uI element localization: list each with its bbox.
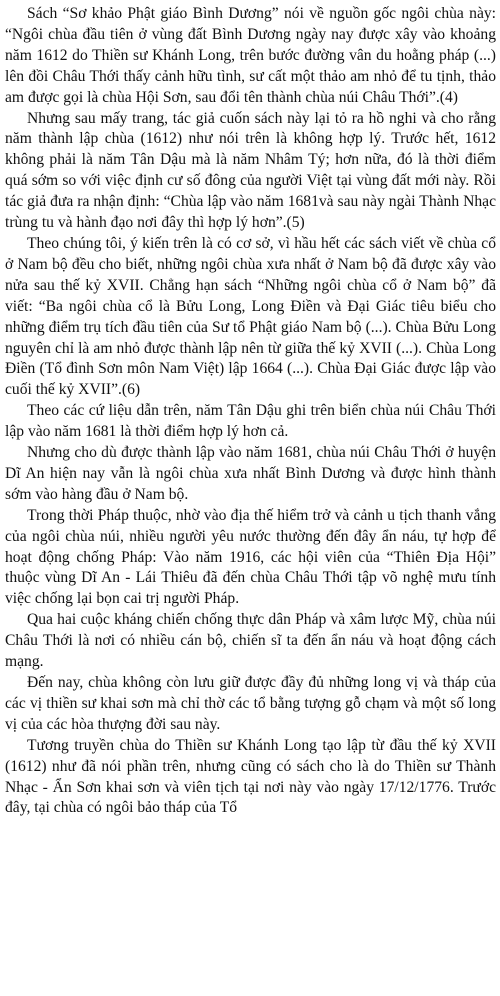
paragraph-founding-doubt: Nhưng sau mấy trang, tác giả cuốn sách này lại tỏ ra hồ nghi và cho rằng năm thành lập chùa (1612) như nói trên là không hợp lý. Trước hết, 1612 không phải là năm Tân Dậu mà là năm Nhâm Tý; hơn nữa, đó là thời điểm quá sớm so với việc định cư số đông của người Việt tại vùng đất mới này. Rồi tác giả đưa ra nhận định: “Chùa lập vào năm 1681và sau này ngài Thành Nhạc trùng tu và hành đạo nơi đây thì hợp lý hơn”.(5) [5,109,496,232]
paragraph-french-period: Trong thời Pháp thuộc, nhờ vào địa thế hiểm trở và cảnh u tịch thanh vắng của ngôi chùa núi, nhiều người yêu nước thường đến đây ẩn náu, tự hợp để hoạt động chống Pháp: Vào năm 1916, các hội viên của “Thiên Địa Hội” thuộc vùng Dĩ An - Lái Thiêu đã đến chùa Châu Thới tập võ nghệ mưu tính việc chống lại bọn cai trị người Pháp. [5,506,496,608]
paragraph-tradition: Tương truyền chùa do Thiền sư Khánh Long tạo lập từ đầu thế kỷ XVII (1612) như đã nói phần trên, nhưng cũng có sách cho là do Thiền sư Thành Nhạc - Ẩn Sơn khai sơn và viên tịch tại nơi này vào ngày 17/12/1776. Trước đây, tại chùa có ngôi bảo tháp của Tổ [5,736,496,817]
paragraph-origin-quote: Sách “Sơ khảo Phật giáo Bình Dương” nói về nguồn gốc ngôi chùa này: “Ngôi chùa đầu tiên ở vùng đất Bình Dương ngày nay được xây vào khoảng năm 1612 do Thiền sư Khánh Long, trên bước đường vân du hoằng pháp (...) lên đồi Châu Thới thấy cảnh hữu tình, sư cất một thảo am nhỏ để tu tịnh, thảo am được gọi là chùa Hội Sơn, sau đổi tên thành chùa núi Châu Thới”.(4) [5,5,496,106]
paragraph-conclusion-1681: Theo các cứ liệu dẫn trên, năm Tân Dậu ghi trên biển chùa núi Châu Thới lập vào năm 1681 là thời điểm hợp lý hơn cả. [5,402,496,441]
paragraph-current-state: Đến nay, chùa không còn lưu giữ được đầy đủ những long vị và tháp của các vị thiền sư khai sơn mà chỉ thờ các tổ bằng tượng gỗ chạm và một số long vị của các hòa thượng đời sau này. [5,674,496,733]
paragraph-authors-view: Theo chúng tôi, ý kiến trên là có cơ sở, vì hầu hết các sách viết về chùa cổ ở Nam bộ đều cho biết, những ngôi chùa xưa nhất ở Nam bộ đã được xây vào nửa sau thế kỷ XVII. Chẳng hạn sách “Những ngôi chùa cổ ở Nam bộ” đã viết: “Ba ngôi chùa cổ là Bửu Long, Long Điền và Đại Giác tiêu biểu cho những điểm trụ tích đầu tiên của Sư tổ Phật giáo Nam bộ (...). Chùa Bửu Long nguyên chỉ là am nhỏ được thành lập nên từ giữa thế kỷ XVII (...). Chùa Long Điền (Tổ đình Sơn môn Nam Việt) lập 1664 (...). Chùa Đại Giác được lập vào cuối thế kỷ XVII”.(6) [5,234,496,399]
paragraph-resistance-wars: Qua hai cuộc kháng chiến chống thực dân Pháp và xâm lược Mỹ, chùa núi Châu Thới là nơi có nhiều cán bộ, chiến sĩ ta đến ẩn náu và hoạt động cách mạng. [5,611,496,671]
paragraph-oldest-pagoda: Nhưng cho dù được thành lập vào năm 1681, chùa núi Châu Thới ở huyện Dĩ An hiện nay vẫn là ngôi chùa xưa nhất Bình Dương và được hình thành sớm vào hàng đầu ở Nam bộ. [5,444,496,503]
